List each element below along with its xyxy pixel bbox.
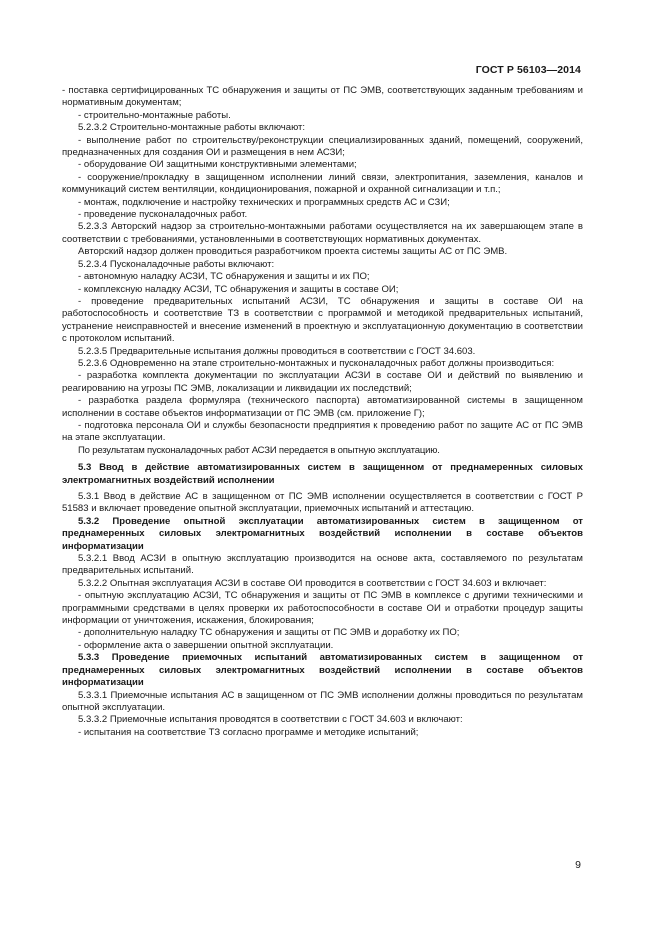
paragraph: - оборудование ОИ защитными конструктивными элементами;: [78, 159, 357, 171]
paragraph: 5.2.3.6 Одновременно на этапе строительно-монтажных и пусконаладочных работ должны производиться:: [78, 357, 555, 369]
page-number: 9: [575, 859, 581, 871]
paragraph: - поставка сертифицированных ТС обнаружения и защиты от ПС ЭМВ, соответствующих заданным требованиям и нормативным документам;: [62, 85, 583, 109]
paragraph: - комплексную наладку АСЗИ, ТС обнаружения и защиты в составе ОИ;: [78, 283, 399, 295]
paragraph: - автономную наладку АСЗИ, ТС обнаружения и защиты и их ПО;: [78, 271, 370, 283]
paragraph: Авторский надзор должен проводиться разработчиком проекта системы защиты АС от ПС ЭМВ.: [78, 246, 508, 258]
paragraph: - разработка комплекта документации по эксплуатации АСЗИ в составе ОИ и действий по выявлению и реагированию на угрозы ПС ЭМВ, локализации и ликвидации их последствий;: [62, 370, 583, 394]
paragraph: - сооружение/прокладку в защищенном исполнении линий связи, электропитания, заземления, каналов и коммуникаций систем вентиляции, кондиционирования, пожарной и охранной сигнализации и т.п.;: [62, 171, 583, 196]
paragraph: 5.2.3.2 Строительно-монтажные работы включают:: [78, 122, 306, 134]
paragraph: - строительно-монтажные работы.: [78, 109, 231, 121]
section-heading: 5.3 Ввод в действие автоматизированных систем в защищенном от преднамеренных силовых электромагнитных воздействий исполнении: [62, 462, 583, 486]
paragraph: 5.3.3.1 Приемочные испытания АС в защищенном от ПС ЭМВ исполнении должны проводиться по результатам опытной эксплуатации.: [62, 689, 583, 713]
paragraph: - испытания на соответствие ТЗ согласно программе и методике испытаний;: [78, 726, 419, 738]
paragraph: - подготовка персонала ОИ и службы безопасности предприятия к проведению работ по защите АС от ПС ЭМВ на этапе эксплуатации.: [62, 419, 583, 444]
page-body: [62, 85, 583, 739]
paragraph: - монтаж, подключение и настройку технических и программных средств АС и СЗИ;: [78, 196, 450, 208]
paragraph: - разработка раздела формуляра (технического паспорта) автоматизированной системы в защищенном исполнении в составе объектов информатизации от ПС ЭМВ (см. приложение Г);: [62, 395, 583, 419]
document-header: ГОСТ Р 56103—2014: [475, 64, 581, 76]
paragraph: - опытную эксплуатацию АСЗИ, ТС обнаружения и защиты от ПС ЭМВ в комплексе с другими техническими и программными средствами в целях проверки их работоспособности в составе ОИ и отработки процедур защиты информации от уничтожения, искажения, блокирования;: [62, 590, 583, 627]
paragraph: 5.2.3.5 Предварительные испытания должны проводиться в соответствии с ГОСТ 34.603.: [78, 345, 476, 357]
subsection-heading: 5.3.2 Проведение опытной эксплуатации автоматизированных систем в защищенном от преднамеренных силовых электромагнитных воздействий исполнении в составе объектов информатизации: [62, 515, 583, 552]
paragraph: - дополнительную наладку ТС обнаружения и защиты от ПС ЭМВ и доработку их ПО;: [78, 627, 460, 639]
paragraph: 5.3.1 Ввод в действие АС в защищенном от ПС ЭМВ исполнении осуществляется в соответствии с ГОСТ Р 51583 и включает проведение опытной эксплуатации, приемочных испытаний и аттестацию.: [62, 491, 583, 515]
paragraph: - проведение пусконаладочных работ.: [78, 209, 248, 221]
paragraph: 5.2.3.3 Авторский надзор за строительно-монтажными работами осуществляется на их завершающем этапе в соответствии с требованиями, установленными в соответствующих нормативных документах.: [62, 221, 583, 245]
paragraph: По результатам пусконаладочных работ АСЗИ передается в опытную эксплуатацию.: [78, 444, 440, 456]
paragraph: - проведение предварительных испытаний АСЗИ, ТС обнаружения и защиты в составе ОИ на работоспособность и соответствие ТЗ в соответствии с программой и методикой предварительных испытаний, устранение неисправностей и внесение изменений в проектную и эксплуатационную документацию в соответствии с протоколом испытаний.: [62, 295, 583, 345]
paragraph: - выполнение работ по строительству/реконструкции специализированных зданий, помещений, сооружений, предназначенных для создания ОИ и размещения в нем АСЗИ;: [62, 134, 583, 159]
paragraph: 5.3.2.1 Ввод АСЗИ в опытную эксплуатацию производится на основе акта, составляемого по результатам предварительных испытаний.: [62, 553, 583, 577]
paragraph: 5.3.2.2 Опытная эксплуатация АСЗИ в составе ОИ проводится в соответствии с ГОСТ 34.603 и включает:: [78, 577, 547, 589]
paragraph: 5.3.3.2 Приемочные испытания проводятся в соответствии с ГОСТ 34.603 и включают:: [78, 714, 463, 726]
paragraph: - оформление акта о завершении опытной эксплуатации.: [78, 639, 334, 651]
subsection-heading: 5.3.3 Проведение приемочных испытаний автоматизированных систем в защищенном от преднамеренных силовых электромагнитных воздействий исполнении в составе объектов информатизации: [62, 652, 583, 689]
paragraph: 5.2.3.4 Пусконаладочные работы включают:: [78, 258, 275, 270]
